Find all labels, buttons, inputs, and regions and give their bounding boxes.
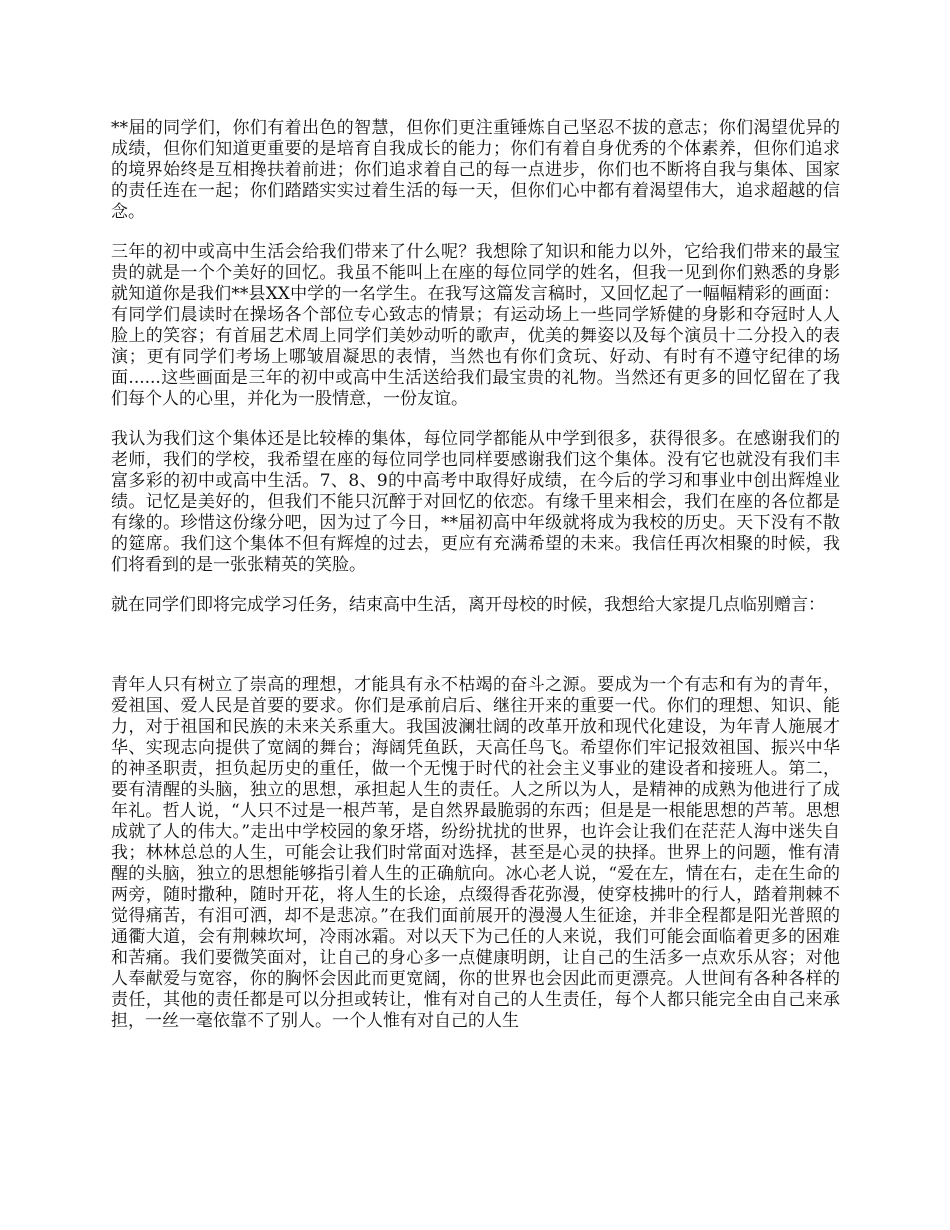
paragraph-advice: 青年人只有树立了崇高的理想，才能具有永不枯竭的奋斗之源。要成为一个有志和有为的青年，爱祖国、爱人民是首要的要求。你们是承前启后、继往开来的重要一代。你们的理想、知识、能力，对于祖国和民族的未来关系重大。我国波澜壮阔的改革开放和现代化建设，为年青人施展才华、实现志向提供了宽阔的舞台；海阔凭鱼跃，天高任鸟飞。希望你们牢记报效祖国、振兴中华的神圣职责，担负起历史的重任，做一个无愧于时代的社会主义事业的建设者和接班人。第二，要有清醒的头脑，独立的思想，承担起人生的责任。人之所以为人，是精神的成熟为他进行了成年礼。哲人说，“人只不过是一根芦苇，是自然界最脆弱的东西；但是是一根能思想的芦苇。思想成就了人的伟大。”走出中学校园的象牙塔，纷纷扰扰的世界，也许会让我们在茫茫人海中迷失自我；林林总总的人生，可能会让我们时常面对选择，甚至是心灵的抉择。世界上的问题，惟有清醒的头脑，独立的思想能够指引着人生的正确航向。冰心老人说，“爱在左，情在右，走在生命的两旁，随时撒种，随时开花，将人生的长途，点缀得香花弥漫，使穿枝拂叶的行人，踏着荆棘不觉得痛苦，有泪可洒，却不是悲凉。”在我们面前展开的漫漫人生征途，并非全程都是阳光普照的通衢大道，会有荆棘坎坷，冷雨冰霜。对以天下为己任的人来说，我们可能会面临着更多的困难和苦痛。我们要微笑面对，让自己的身心多一点健康明朗，让自己的生活多一点欢乐从容；对他人奉献爱与宽容，你的胸怀会因此而更宽阔，你的世界也会因此而更漂亮。人世间有各种各样的责任，其他的责任都是可以分担或转让，惟有对自己的人生责任，每个人都只能完全由自己来承担，一丝一毫依靠不了别人。一个人惟有对自己的人生: [111, 675, 840, 1031]
paragraph-memories: 三年的初中或高中生活会给我们带来了什么呢？我想除了知识和能力以外，它给我们带来的最宝贵的就是一个个美好的回忆。我虽不能叫上在座的每位同学的姓名，但我一见到你们熟悉的身影就知道你是我们**县XX中学的一名学生。在我写这篇发言稿时，又回忆起了一幅幅精彩的画面：有同学们晨读时在操场各个部位专心致志的情景；有运动场上一些同学矫健的身影和夺冠时人人脸上的笑容；有首届艺术周上同学们美妙动听的歌声，优美的舞姿以及每个演员十二分投入的表演；更有同学们考场上哪皱眉凝思的表情，当然也有你们贪玩、好动、有时有不遵守纪律的场面......这些画面是三年的初中或高中生活送给我们最宝贵的礼物。当然还有更多的回忆留在了我们每个人的心里，并化为一股情意，一份友谊。: [111, 242, 840, 409]
paragraph-spacer: [111, 635, 840, 675]
paragraph-greeting: **届的同学们，你们有着出色的智慧，但你们更注重锤炼自己坚忍不拔的意志；你们渴望优异的成绩，但你们知道更重要的是培育自我成长的能力；你们有着自身优秀的个体素养，但你们追求的境界始终是互相搀扶着前进；你们追求着自己的每一点进步，你们也不断将自我与集体、国家的责任连在一起；你们踏踏实实过着生活的每一天，但你们心中都有着渴望伟大，追求超越的信念。: [111, 118, 840, 222]
paragraph-farewell-intro: 就在同学们即将完成学习任务，结束高中生活，离开母校的时候，我想给大家提几点临别赠言：: [111, 595, 825, 615]
paragraph-collective: 我认为我们这个集体还是比较棒的集体，每位同学都能从中学到很多，获得很多。在感谢我们的老师，我们的学校，我希望在座的每位同学也同样要感谢我们这个集体。没有它也就没有我们丰富多彩的初中或高中生活。7、8、9的中高考中取得好成绩，在今后的学习和事业中创出辉煌业绩。记忆是美好的，但我们不能只沉醉于对回忆的依恋。有缘千里来相会，我们在座的各位都是有缘的。珍惜这份缘分吧，因为过了今日，**届初高中年级就将成为我校的历史。天下没有不散的筵席。我们这个集体不但有辉煌的过去，更应有充满希望的未来。我信任再次相聚的时候，我们将看到的是一张张精英的笑脸。: [111, 429, 840, 575]
document-page: [111, 118, 840, 1051]
